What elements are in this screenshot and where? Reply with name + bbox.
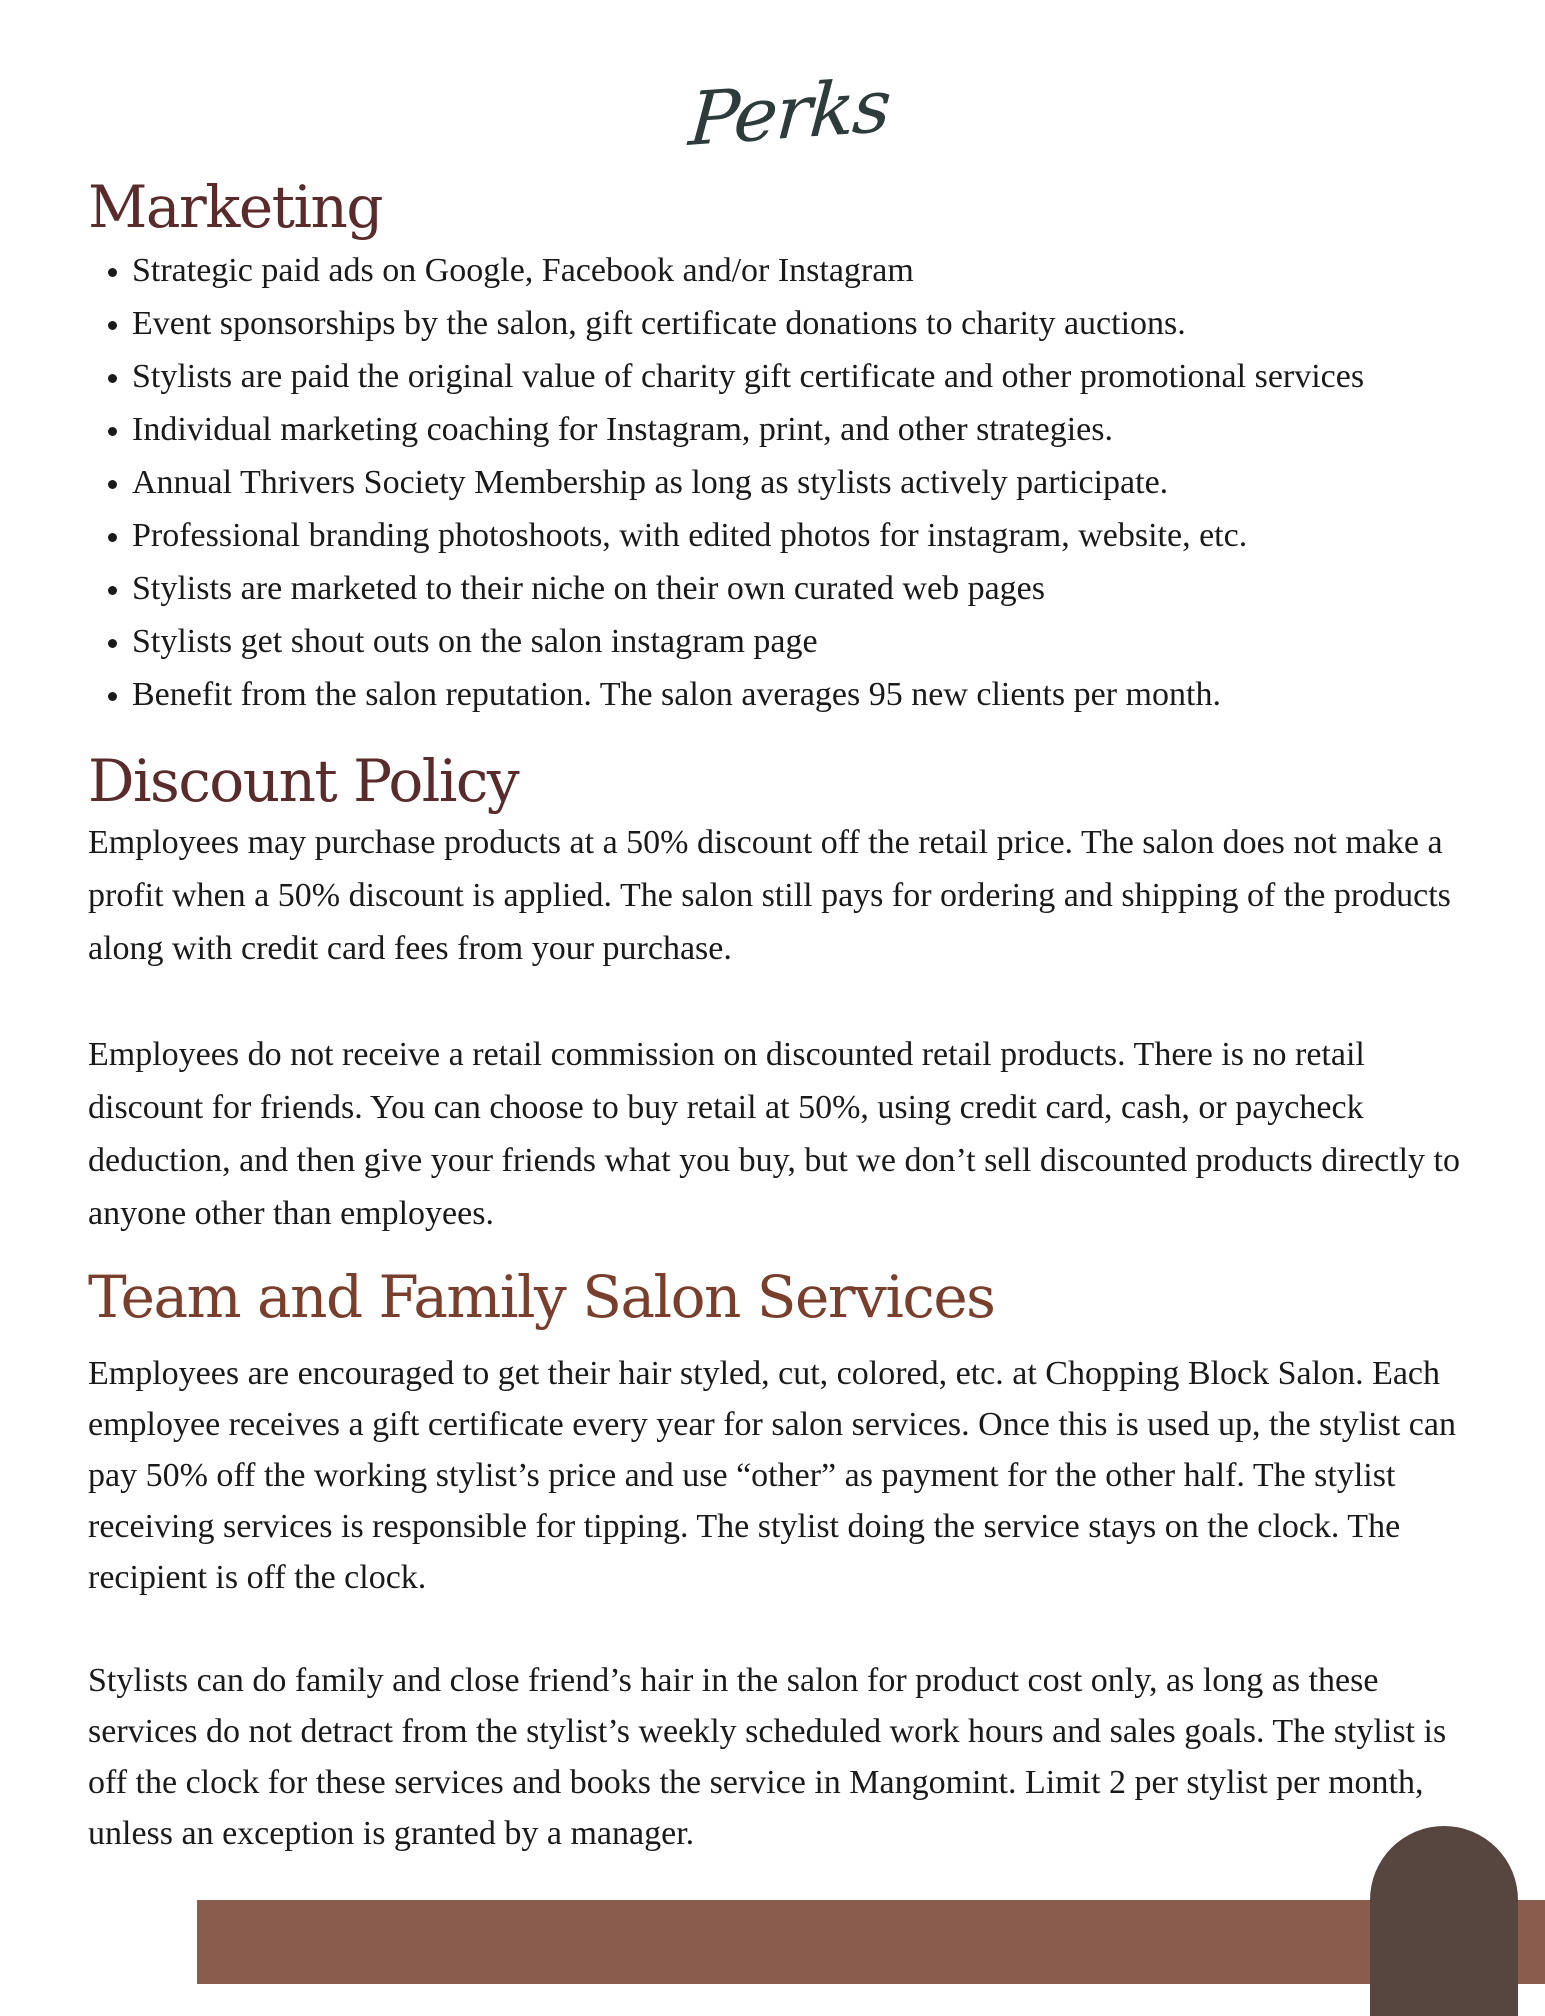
- list-item: • Strategic paid ads on Google, Facebook and/or Instagram: [132, 244, 1545, 297]
- list-item: • Individual marketing coaching for Instagram, print, and other strategies.: [132, 403, 1545, 456]
- team-services-heading: Team and Family Salon Services: [88, 1263, 995, 1331]
- list-item: • Event sponsorships by the salon, gift certificate donations to charity auctions.: [132, 297, 1545, 350]
- list-item: • Stylists get shout outs on the salon instagram page: [132, 615, 1545, 668]
- discount-policy-heading: Discount Policy: [88, 747, 519, 815]
- team-paragraph-2: Stylists can do family and close friend’s hair in the salon for product cost only, as long as these services do not detract from the stylist’s weekly scheduled work hours and sales goals. The stylist is off the clock for these services and books the service in Mangomint. Limit 2 per stylist per month, unless an exception is granted by a manager.: [88, 1662, 1447, 1852]
- list-item: • Stylists are marketed to their niche on their own curated web pages: [132, 562, 1545, 615]
- marketing-perks-list: [88, 244, 1545, 721]
- script-page-title: Perks: [686, 63, 893, 163]
- list-item: • Professional branding photoshoots, with edited photos for instagram, website, etc.: [132, 509, 1545, 562]
- discount-paragraph-2: Employees do not receive a retail commission on discounted retail products. There is no retail discount for friends. You can choose to buy retail at 50%, using credit card, cash, or paycheck deduction, and then give your friends what you buy, but we don’t sell discounted products directly to anyone other than employees.: [88, 1036, 1461, 1232]
- list-item: • Benefit from the salon reputation. The salon averages 95 new clients per month.: [132, 668, 1545, 721]
- marketing-heading: Marketing: [88, 173, 383, 241]
- footer-decorative-bar: [197, 1900, 1545, 1984]
- list-item: • Stylists are paid the original value of charity gift certificate and other promotional services: [132, 350, 1545, 403]
- team-paragraph-1: Employees are encouraged to get their hair styled, cut, colored, etc. at Chopping Block Salon. Each employee receives a gift certificate every year for salon services. Once this is used up, the stylist can pay 50% off the working stylist’s price and use “other” as payment for the other half. The stylist receiving services is responsible for tipping. The stylist doing the service stays on the clock. The recipient is off the clock.: [88, 1355, 1456, 1596]
- discount-paragraph-1: Employees may purchase products at a 50% discount off the retail price. The salon does not make a profit when a 50% discount is applied. The salon still pays for ordering and shipping of the products along with credit card fees from your purchase.: [88, 824, 1451, 967]
- list-item: • Annual Thrivers Society Membership as long as stylists actively participate.: [132, 456, 1545, 509]
- footer-decorative-arch: [1370, 1826, 1518, 2016]
